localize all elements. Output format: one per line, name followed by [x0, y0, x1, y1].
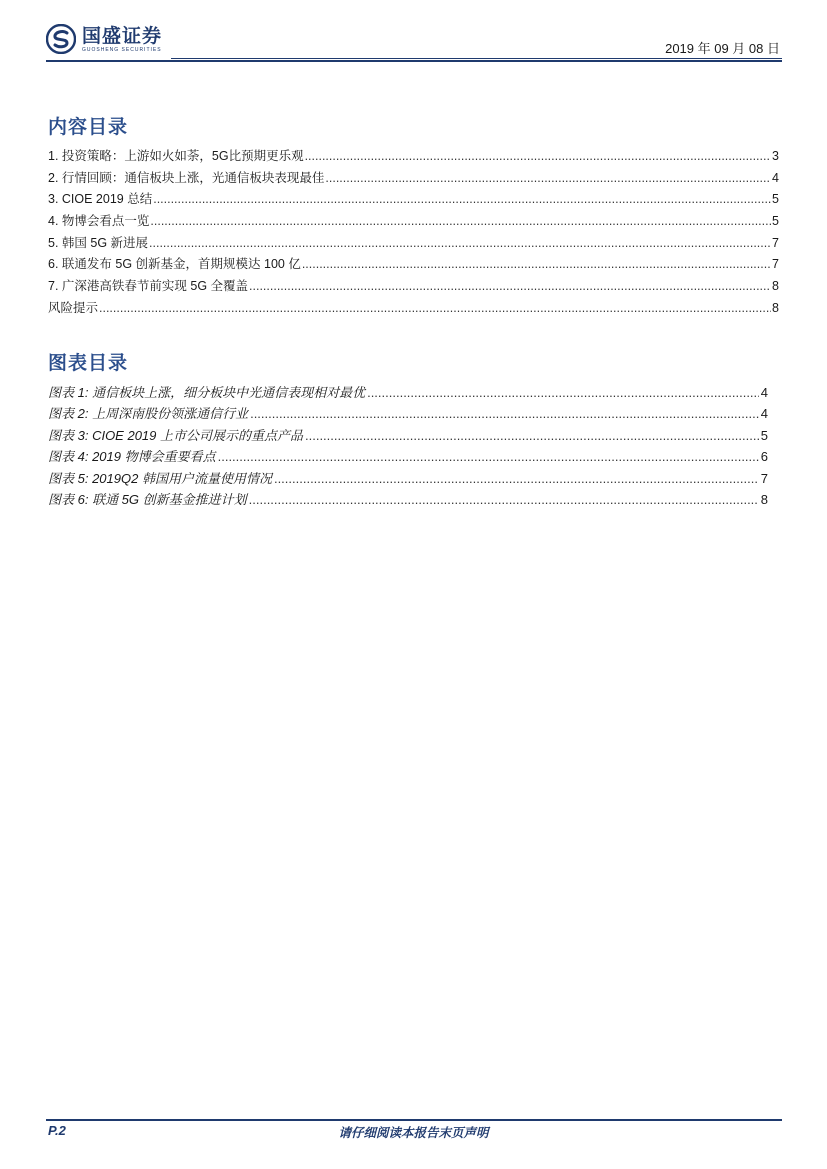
toc-item-text: 2. 行情回顾：通信板块上涨，光通信板块表现最佳 [48, 170, 325, 185]
leader-dots [153, 189, 771, 211]
figure-item-page: 4 [760, 406, 768, 422]
toc-item-page: 8 [772, 300, 779, 315]
toc-item-text: 风险提示 [48, 300, 99, 315]
footer-disclaimer: 请仔细阅读本报告末页声明 [338, 1126, 489, 1140]
leader-dots [305, 146, 771, 168]
leader-dots [325, 168, 771, 190]
toc-item-page: 3 [772, 149, 779, 163]
toc-item-page: 7 [772, 235, 779, 250]
leader-dots [150, 211, 771, 233]
figure-item-text: 图表 1: 通信板块上涨，细分板块中光通信表现相对最优 [48, 385, 366, 400]
figure-item[interactable] [48, 489, 768, 510]
figure-item-page: 7 [760, 470, 768, 486]
leader-dots [302, 254, 771, 276]
figure-item[interactable] [48, 425, 768, 446]
page-number: P.2 [48, 1123, 66, 1138]
toc-item-text: 1. 投资策略：上游如火如荼，5G比预期更乐观 [48, 149, 304, 163]
footer-divider [46, 1119, 782, 1121]
figure-item-text: 图表 5: 2019Q2 韩国用户流量使用情况 [48, 470, 272, 486]
toc-item-text: 5. 韩国 5G 新进展 [48, 235, 149, 250]
figure-item[interactable] [48, 446, 768, 467]
toc-item-page: 7 [772, 257, 779, 272]
figure-item-page: 6 [760, 449, 768, 465]
leader-dots [250, 403, 759, 424]
toc-item[interactable] [48, 168, 779, 190]
toc-item-page: 4 [772, 170, 779, 185]
toc-item-page: 5 [772, 214, 779, 229]
toc-item[interactable] [48, 298, 779, 320]
figure-item-text: 图表 4: 2019 物博会重要看点 [48, 449, 216, 465]
toc-item-page: 5 [772, 192, 779, 207]
figure-item-page: 8 [760, 491, 768, 507]
toc-item-text: 6. 联通发布 5G 创新基金，首期规模达 100 亿 [48, 257, 301, 272]
brand-name-en: GUOSHENG SECURITIES [82, 47, 162, 53]
company-logo [46, 24, 162, 54]
figure-item-text: 图表 2: 上周深南股份领涨通信行业 [48, 406, 249, 422]
figure-item-text: 图表 6: 联通 5G 创新基金推进计划 [48, 491, 247, 507]
report-date: 2019 年 09 月 08 日 [665, 41, 780, 56]
toc-item[interactable] [48, 146, 779, 168]
figure-item[interactable] [48, 382, 768, 403]
figure-item-text: 图表 3: CIOE 2019 上市公司展示的重点产品 [48, 427, 303, 443]
toc-item-text: 3. CIOE 2019 总结 [48, 192, 153, 207]
toc-item[interactable] [48, 276, 779, 298]
leader-dots [99, 298, 771, 320]
toc-item-text: 4. 物博会看点一览 [48, 214, 150, 229]
brand-name-cn: 国盛证券 [82, 25, 163, 47]
toc-item[interactable] [48, 233, 779, 255]
header-divider [46, 60, 782, 62]
figure-item[interactable] [48, 468, 768, 489]
figure-item[interactable] [48, 403, 768, 424]
leader-dots [274, 468, 759, 489]
header-divider-thin [171, 58, 782, 59]
guosheng-logo-icon [46, 24, 76, 54]
page-header [46, 22, 782, 62]
toc-title: 内容目录 [48, 116, 129, 138]
leader-dots [249, 489, 759, 510]
toc-item-text: 7. 广深港高铁春节前实现 5G 全覆盖 [48, 279, 249, 294]
toc-item-page: 8 [772, 279, 779, 294]
toc-list [48, 146, 779, 320]
figure-item-page: 5 [760, 427, 768, 443]
leader-dots [149, 233, 771, 255]
figure-item-page: 4 [760, 385, 768, 400]
leader-dots [367, 382, 759, 403]
leader-dots [305, 425, 759, 446]
figures-list [48, 382, 768, 510]
toc-item[interactable] [48, 254, 779, 276]
figures-title: 图表目录 [48, 352, 129, 374]
toc-item[interactable] [48, 189, 779, 211]
leader-dots [249, 276, 771, 298]
leader-dots [218, 446, 759, 467]
toc-item[interactable] [48, 211, 779, 233]
